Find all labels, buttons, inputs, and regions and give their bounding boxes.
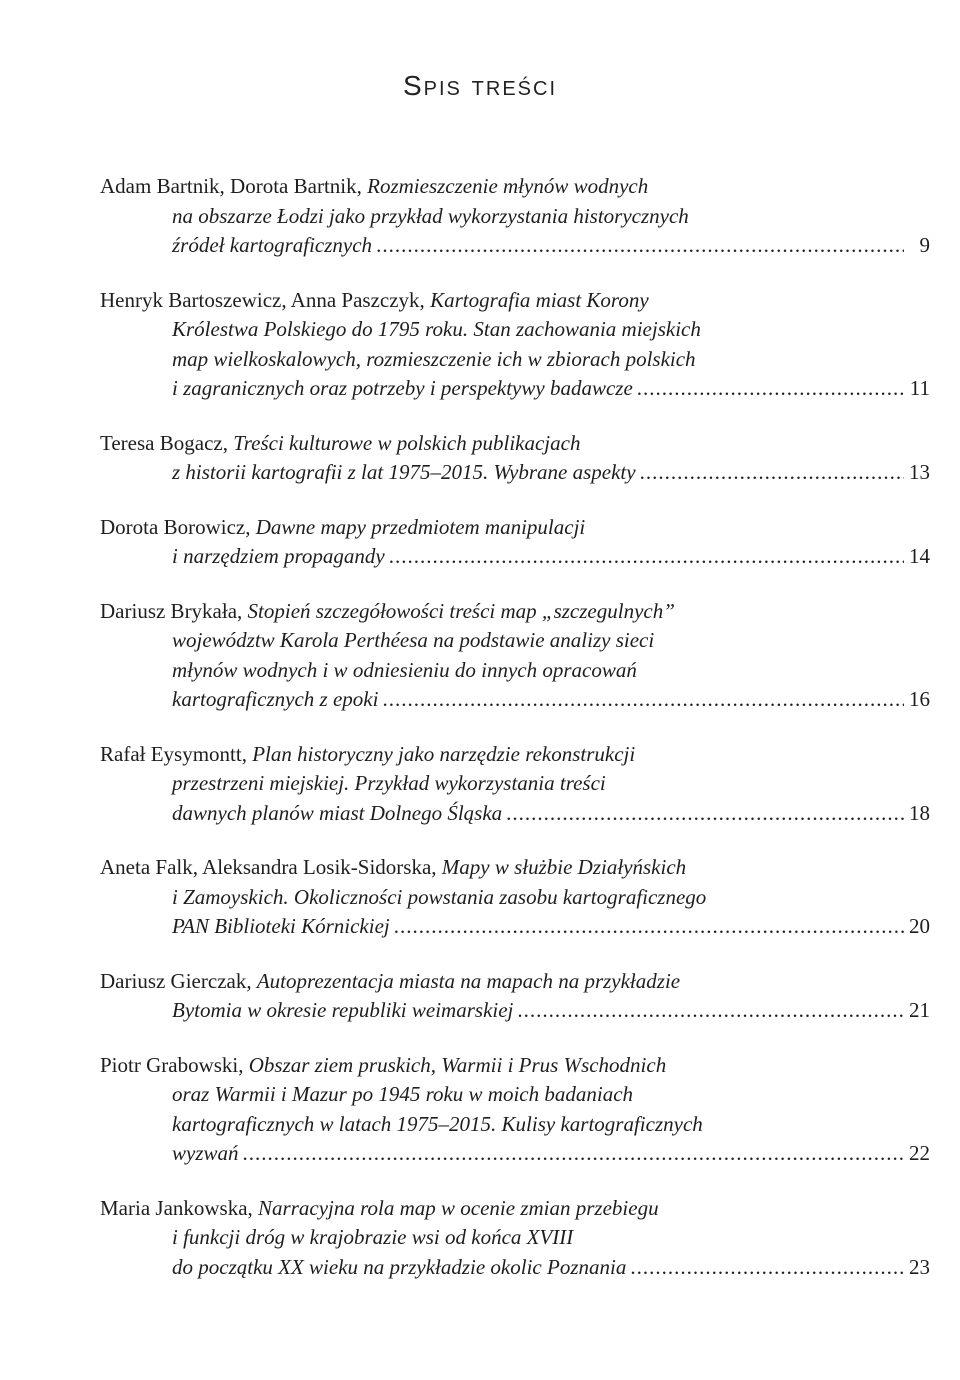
dot-leader (389, 542, 904, 572)
dot-leader (630, 1253, 904, 1283)
toc-entry-authors: Rafał Eysymontt, (100, 741, 247, 766)
toc-entry-title-start: Obszar ziem pruskich, Warmii i Prus Wschodnich (248, 1052, 667, 1077)
toc-entry-title-end: wyzwań (172, 1141, 239, 1165)
page-title: Spis treści (402, 70, 558, 101)
toc-entry-authors: Maria Jankowska, (100, 1195, 253, 1220)
dot-leader (640, 458, 904, 488)
page-number: 23 (909, 1254, 930, 1279)
dot-leader (382, 685, 904, 715)
toc-entry-title-start: Kartografia miast Korony (430, 287, 649, 312)
toc-entry-title-end: PAN Biblioteki Kórnickiej (172, 914, 390, 938)
toc-entry-last-line (100, 374, 930, 404)
toc-entry-title-start: Stopień szczegółowości treści map „szczegulnych” (247, 598, 675, 623)
toc-entry (100, 597, 930, 715)
toc-entry-first-line (100, 597, 930, 627)
toc-entry (100, 513, 930, 572)
dot-leader (243, 1139, 904, 1169)
toc-entry-first-line (100, 172, 930, 202)
toc-entry (100, 853, 930, 942)
toc-entry-authors: Adam Bartnik, Dorota Bartnik, (100, 174, 362, 198)
toc-entry-last-line (100, 912, 930, 942)
toc-entry-authors: Piotr Grabowski, (100, 1052, 244, 1077)
toc-entry (100, 429, 930, 488)
dot-leader (376, 231, 904, 261)
toc-entry-first-line (100, 740, 930, 770)
toc-entry (100, 1194, 930, 1283)
toc-entry-title-start: Plan historyczny jako narzędzie rekonstrukcji (252, 741, 636, 766)
toc-entry-authors: Aneta Falk, Aleksandra Losik-Sidorska, (100, 855, 437, 879)
toc-entry-first-line (100, 1051, 930, 1081)
toc-entry (100, 740, 930, 829)
toc-entry-title-line: przestrzeni miejskiej. Przykład wykorzystania treści (172, 771, 606, 795)
toc-entry-first-line (100, 286, 930, 316)
page-number: 18 (909, 800, 930, 825)
toc-entry-title-start: Narracyjna rola map w ocenie zmian przebiegu (258, 1195, 659, 1220)
toc-entry-first-line (100, 967, 930, 997)
toc-entry-first-line (100, 513, 930, 543)
toc-entry-authors: Dorota Borowicz, (100, 514, 251, 539)
toc-entry-title-end: z historii kartografii z lat 1975–2015. Wybrane aspekty (172, 460, 636, 484)
toc-entry-title-line: map wielkoskalowych, rozmieszczenie ich w zbiorach polskich (172, 346, 696, 371)
toc-entry-first-line (100, 1194, 930, 1224)
toc-entry-title-start: Rozmieszczenie młynów wodnych (367, 174, 649, 198)
toc-entry-authors: Dariusz Gierczak, (100, 968, 252, 993)
toc-entry-title-end: do początku XX wieku na przykładzie okolic Poznania (172, 1254, 627, 1279)
toc-entry-title-line: kartograficznych w latach 1975–2015. Kulisy kartograficznych (172, 1111, 703, 1136)
toc-entry-last-line (100, 1139, 930, 1169)
toc-entry-last-line (100, 799, 930, 829)
page-number: 16 (909, 687, 930, 711)
toc-entry-title-end: dawnych planów miast Dolnego Śląska (172, 800, 503, 825)
toc-entry-first-line (100, 429, 930, 459)
toc-entry-title-start: Dawne mapy przedmiotem manipulacji (255, 514, 586, 539)
toc-entry-title-line: na obszarze Łodzi jako przykład wykorzystania historycznych (172, 203, 689, 228)
toc-entry-authors: Dariusz Brykała, (100, 598, 243, 623)
toc-entry (100, 172, 930, 261)
page-number: 14 (909, 544, 930, 568)
toc-entry (100, 1051, 930, 1169)
toc-entry (100, 967, 930, 1026)
page-number: 13 (909, 460, 930, 484)
page-number: 22 (909, 1141, 930, 1165)
page-number: 20 (909, 914, 930, 938)
toc-entry-authors: Teresa Bogacz, (100, 430, 228, 455)
toc-entry-last-line (100, 542, 930, 572)
toc-entry-title-end: źródeł kartograficznych (172, 233, 373, 257)
toc-entry-title-end: i zagranicznych oraz potrzeby i perspektywy badawcze (172, 376, 633, 400)
toc-entry-title-line: oraz Warmii i Mazur po 1945 roku w moich badaniach (172, 1082, 634, 1106)
toc-entry-title-line: i funkcji dróg w krajobrazie wsi od końca XVIII (172, 1225, 574, 1249)
toc-entry-last-line (100, 458, 930, 488)
toc-entry-title-end: Bytomia w okresie republiki weimarskiej (172, 998, 514, 1022)
dot-leader (394, 912, 904, 942)
toc-entry-title-line: Królestwa Polskiego do 1795 roku. Stan zachowania miejskich (172, 317, 701, 341)
page-number: 9 (919, 233, 930, 257)
dot-leader (506, 799, 904, 829)
toc-entry-last-line (100, 996, 930, 1026)
toc-entry (100, 286, 930, 404)
toc-entry-title-start: Autoprezentacja miasta na mapach na przykładzie (256, 968, 681, 993)
toc-entry-title-line: województw Karola Perthéesa na podstawie analizy sieci (172, 628, 655, 652)
dot-leader (517, 996, 904, 1026)
page-number: 21 (909, 998, 930, 1022)
toc-entry-first-line (100, 853, 930, 883)
toc-entry-last-line (100, 231, 930, 261)
toc-entry-last-line (100, 1253, 930, 1283)
toc-entry-title-line: młynów wodnych i w odniesieniu do innych opracowań (172, 657, 637, 682)
dot-leader (637, 374, 904, 404)
toc-entry-title-end: i narzędziem propagandy (172, 544, 385, 568)
page-number: 11 (909, 376, 930, 400)
table-of-contents (100, 172, 930, 1307)
toc-entry-authors: Henryk Bartoszewicz, Anna Paszczyk, (100, 287, 425, 312)
toc-entry-title-line: i Zamoyskich. Okoliczności powstania zasobu kartograficznego (172, 884, 707, 909)
toc-entry-last-line (100, 685, 930, 715)
toc-entry-title-start: Mapy w służbie Działyńskich (441, 855, 687, 879)
toc-entry-title-end: kartograficznych z epoki (172, 687, 379, 711)
toc-entry-title-start: Treści kulturowe w polskich publikacjach (233, 430, 581, 455)
